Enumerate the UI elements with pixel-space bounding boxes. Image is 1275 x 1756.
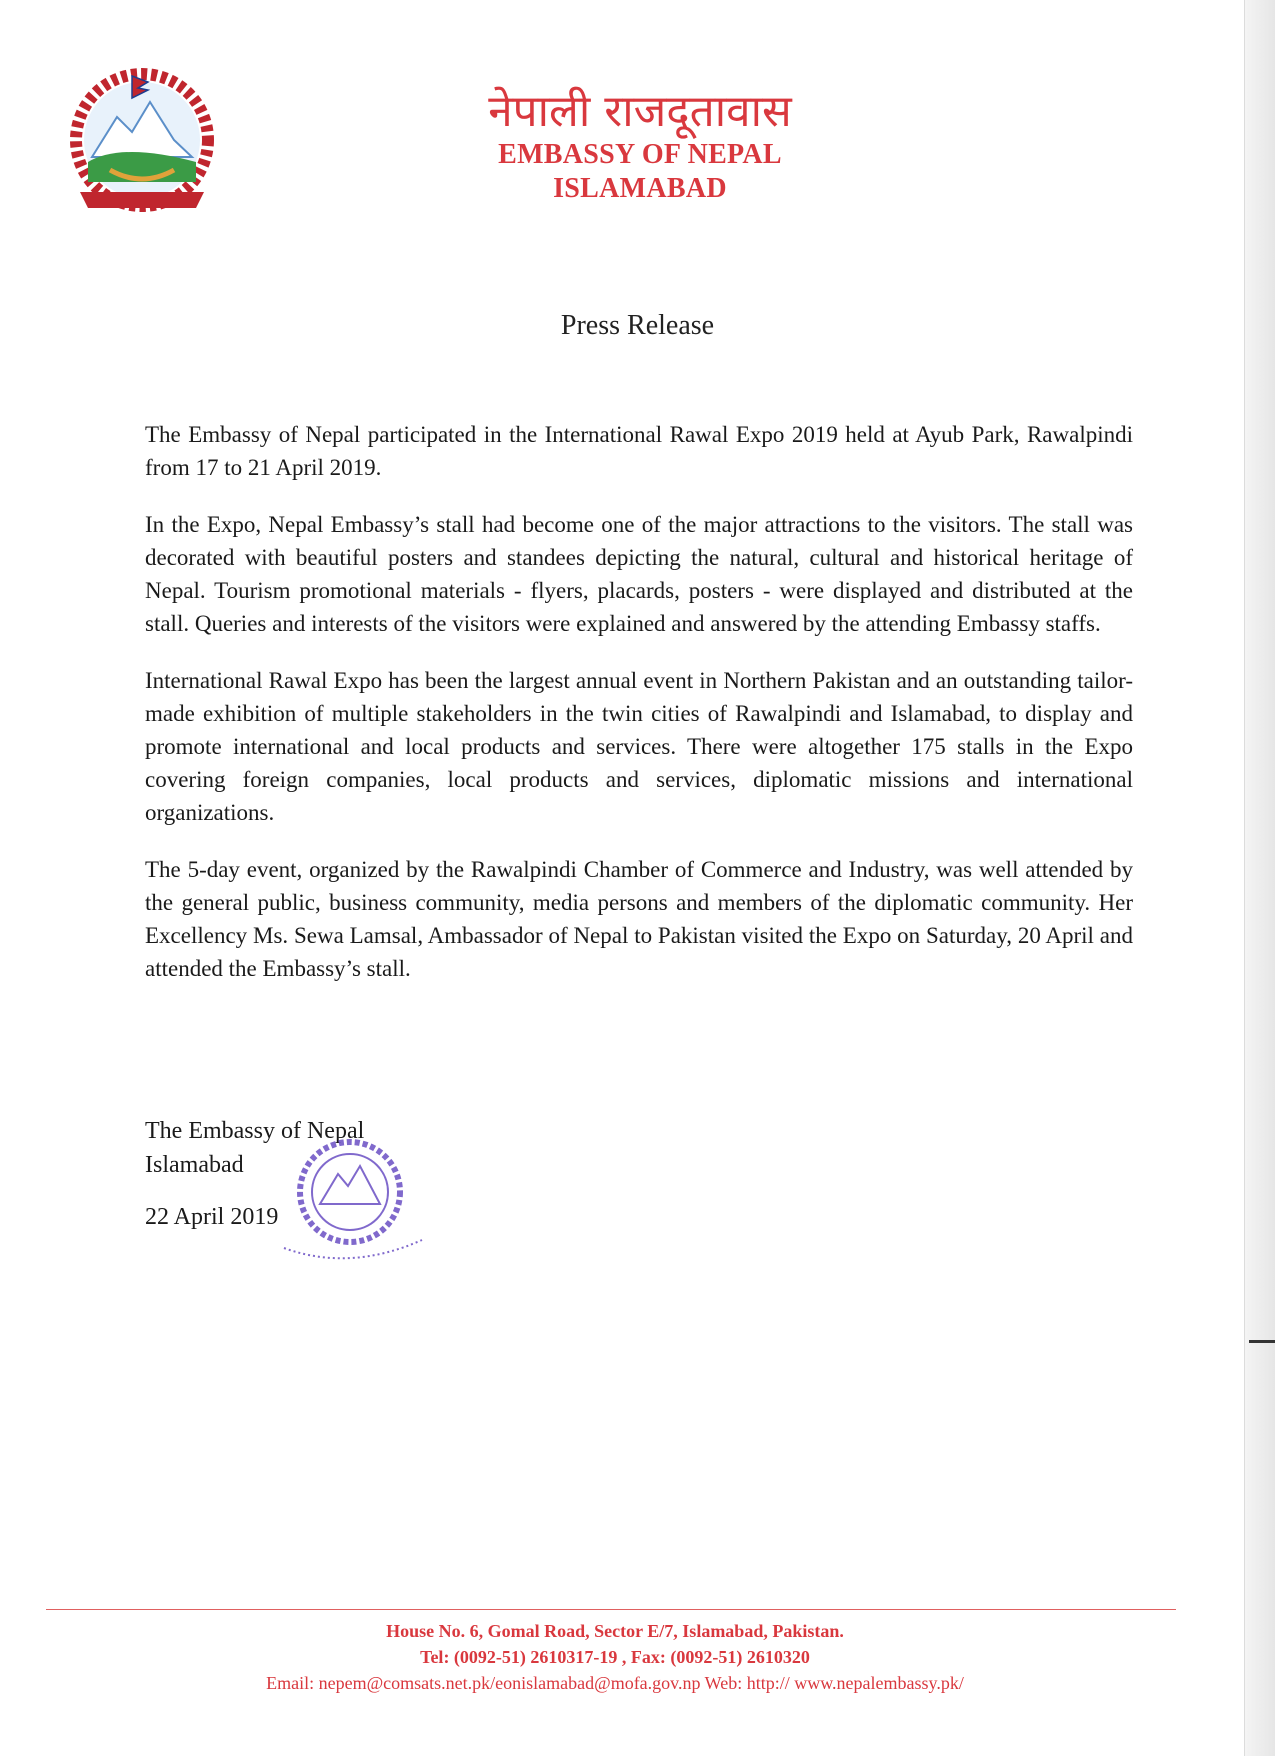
letterhead (380, 86, 900, 206)
paragraph: In the Expo, Nepal Embassy’s stall had become one of the major attractions to the visitors. The stall was decorated with beautiful posters and standees depicting the natural, cultural and historical heritage of Nepal. Tourism promotional materials - flyers, placards, posters - were displayed and distributed at the stall. Queries and interests of the visitors were explained and answered by the attending Embassy staffs. (145, 512, 1133, 636)
footer (0, 1618, 1230, 1696)
letterhead-city: ISLAMABAD (553, 173, 727, 204)
nepal-coat-of-arms-icon (62, 62, 222, 222)
letterhead-nepali-name: नेपाली राजदूतावास (488, 86, 792, 137)
paragraph: International Rawal Expo has been the largest annual event in Northern Pakistan and an outstanding tailor-made exhibition of multiple stakeholders in the twin cities of Rawalpindi and Islamabad, to display and promote international and local products and services. There were altogether 175 stalls in the Expo covering foreign companies, local products and services, diplomatic missions and international organizations. (145, 668, 1133, 825)
document-body (145, 418, 1133, 1009)
scan-edge-mark (1249, 1340, 1275, 1343)
signature-date: 22 April 2019 (145, 1204, 279, 1230)
signature-line-1: The Embassy of Nepal (145, 1118, 365, 1144)
document-title: Press Release (560, 310, 715, 341)
embassy-stamp-icon (262, 1130, 442, 1290)
footer-tel-fax: Tel: (0092-51) 2610317-19 , Fax: (0092-51) 2610320 (420, 1647, 810, 1667)
letterhead-embassy-name: EMBASSY OF NEPAL (498, 139, 782, 170)
scan-edge (1244, 0, 1275, 1756)
footer-email-web: Email: nepem@comsats.net.pk/eonislamabad@mofa.gov.np Web: http:// www.nepalembassy.pk/ (266, 1673, 964, 1693)
footer-address: House No. 6, Gomal Road, Sector E/7, Islamabad, Pakistan. (386, 1621, 844, 1641)
paragraph: The 5-day event, organized by the Rawalpindi Chamber of Commerce and Industry, was well attended by the general public, business community, media persons and members of the diplomatic community. Her Excellency Ms. Sewa Lamsal, Ambassador of Nepal to Pakistan visited the Expo on Saturday, 20 April and attended the Embassy’s stall. (145, 857, 1133, 981)
paragraph: The Embassy of Nepal participated in the International Rawal Expo 2019 held at Ayub Park, Rawalpindi from 17 to 21 April 2019. (145, 422, 1133, 480)
footer-divider (46, 1609, 1176, 1610)
signature-line-2: Islamabad (145, 1152, 244, 1178)
